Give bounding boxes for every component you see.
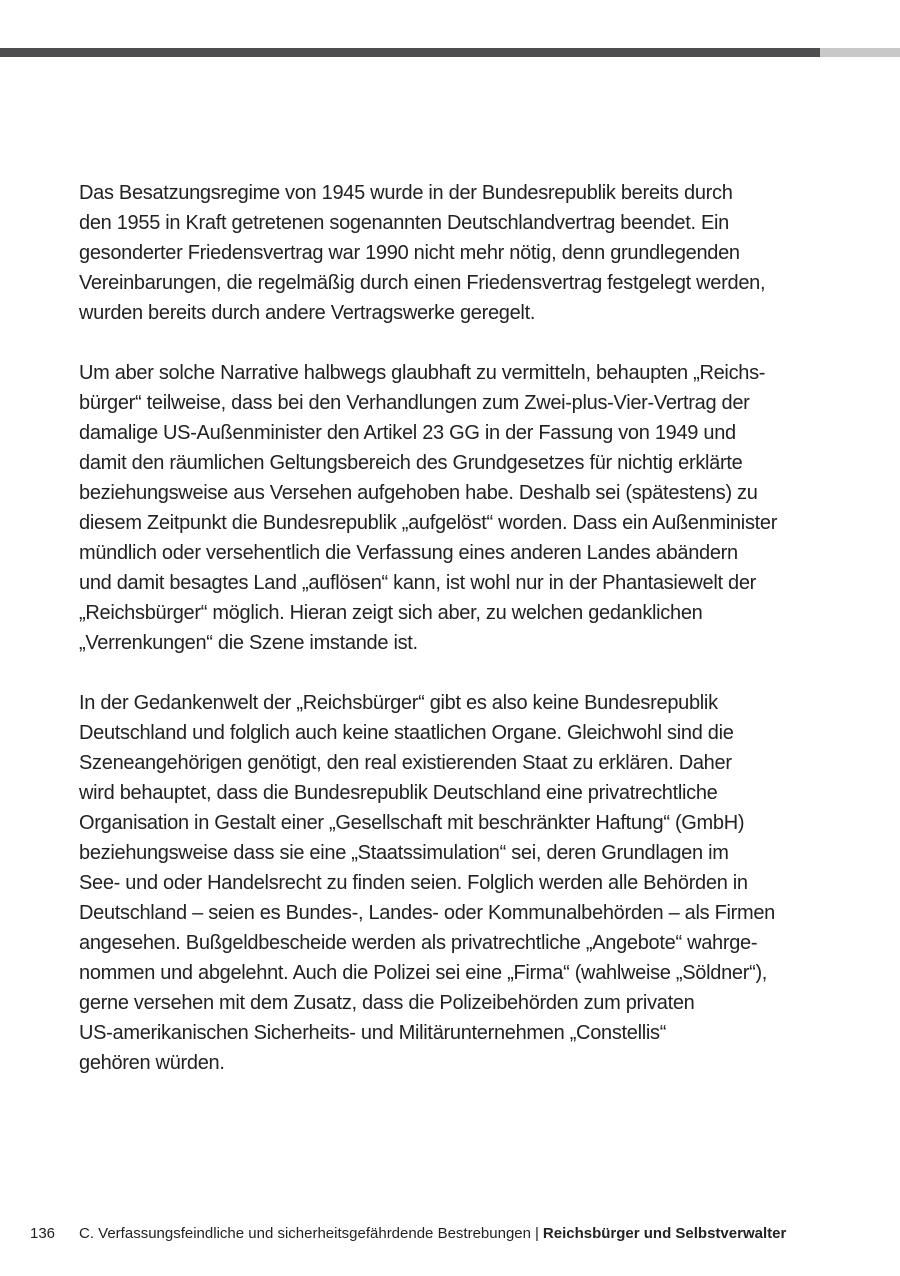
body-text — [79, 178, 824, 1108]
footer-section: Reichsbürger und Selbstverwalter — [542, 1225, 787, 1242]
footer-separator: | — [534, 1225, 539, 1242]
page-number: 136 — [30, 1225, 56, 1242]
footer-chapter: C. Verfassungsfeindliche und sicherheitsgefährdende Bestrebungen — [79, 1225, 531, 1242]
paragraph-2: Um aber solche Narrative halbwegs glaubhaft zu vermitteln, behaupten „Reichs- bürger“ teilweise, dass bei den Verhandlungen zum Zwei-plus-Vier-Vertrag der damalige US-Außenminister den Artikel 23 GG in der Fassung von 1949 und damit den räumlichen Geltungsbereich des Grundgesetzes für nichtig erklärte beziehungsweise aus Versehen aufgehoben habe. Deshalb sei (spätestens) zu diesem Zeitpunkt die Bundesrepublik „aufgelöst“ worden. Dass ein Außenminister mündlich oder versehentlich die Verfassung eines anderen Landes abändern und damit besagtes Land „auflösen“ kann, ist wohl nur in der Phantasiewelt der „Reichsbürger“ möglich. Hieran zeigt sich aber, zu welchen gedanklichen „Verrenkungen“ die Szene imstande ist. — [79, 362, 778, 654]
page-footer — [30, 1223, 870, 1245]
paragraph-3: In der Gedankenwelt der „Reichsbürger“ gibt es also keine Bundesrepublik Deutschland und folglich auch keine staatlichen Organe. Gleichwohl sind die Szeneangehörigen genötigt, den real existierenden Staat zu erklären. Daher wird behauptet, dass die Bundesrepublik Deutschland eine privatrechtliche Organisation in Gestalt einer „Gesellschaft mit beschränkter Haftung“ (GmbH) beziehungsweise dass sie eine „Staatssimulation“ sei, deren Grundlagen im See- und oder Handelsrecht zu finden seien. Folglich werden alle Behörden in Deutschland – seien es Bundes-, Landes- oder Kommunalbehörden – als Firmen angesehen. Bußgeldbescheide werden als privatrechtliche „Angebote“ wahrge- nommen und abgelehnt. Auch die Polizei sei eine „Firma“ (wahlweise „Söldner“), gerne versehen mit dem Zusatz, dass die Polizeibehörden zum privaten US-amerikanischen Sicherheits- und Militärunternehmen „Constellis“ gehören würden. — [79, 692, 775, 1074]
header-rule-dark — [0, 48, 820, 57]
paragraph-1: Das Besatzungsregime von 1945 wurde in der Bundesrepublik bereits durch den 1955 in Kraft getretenen sogenannten Deutschlandvertrag beendet. Ein gesonderter Friedensvertrag war 1990 nicht mehr nötig, denn grundlegenden Vereinbarungen, die regelmäßig durch einen Friedensvertrag festgelegt werden, wurden bereits durch andere Vertragswerke geregelt. — [79, 182, 766, 324]
header-rule-light — [820, 48, 900, 57]
